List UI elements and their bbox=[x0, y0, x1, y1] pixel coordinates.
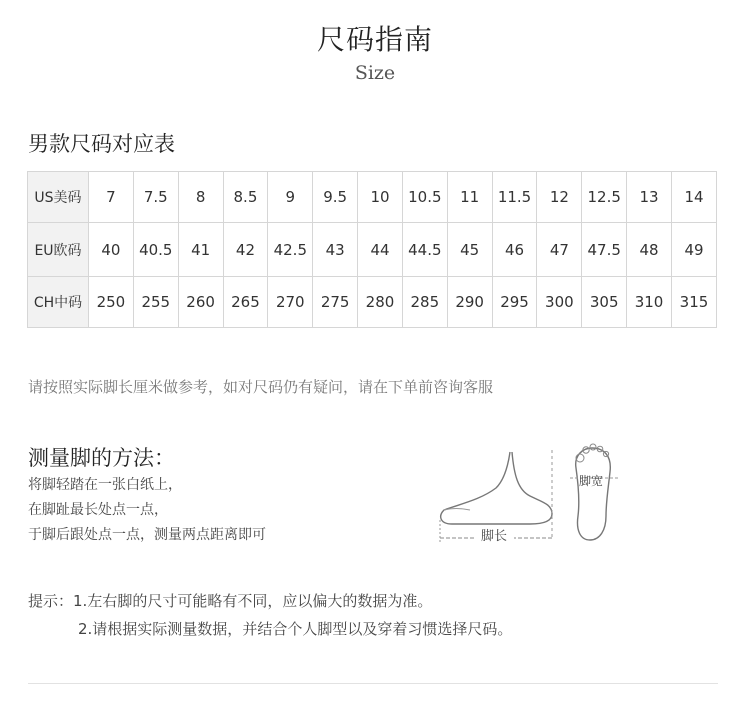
size-cell: 315 bbox=[671, 277, 716, 328]
size-row bbox=[28, 277, 717, 328]
size-cell: 13 bbox=[627, 172, 672, 223]
size-table-title: 男款尺码对应表 bbox=[28, 132, 175, 156]
method-step-3: 于脚后跟处点一点，测量两点距离即可 bbox=[28, 527, 266, 543]
size-cell: 290 bbox=[447, 277, 492, 328]
size-cell: 300 bbox=[537, 277, 582, 328]
size-cell: 295 bbox=[492, 277, 537, 328]
size-cell: 7 bbox=[89, 172, 134, 223]
size-cell: 275 bbox=[313, 277, 358, 328]
size-cell: 47 bbox=[537, 223, 582, 277]
size-table bbox=[27, 171, 717, 328]
size-row-label: CH中码 bbox=[28, 277, 89, 328]
method-step-1: 将脚轻踏在一张白纸上， bbox=[28, 477, 182, 493]
method-step-2: 在脚趾最长处点一点， bbox=[28, 502, 168, 518]
size-cell: 305 bbox=[582, 277, 627, 328]
size-cell: 9.5 bbox=[313, 172, 358, 223]
tip-item-1: 1.左右脚的尺寸可能略有不同，应以偏大的数据为准。 bbox=[73, 592, 433, 610]
size-cell: 265 bbox=[223, 277, 268, 328]
size-cell: 47.5 bbox=[582, 223, 627, 277]
size-cell: 310 bbox=[627, 277, 672, 328]
size-cell: 12 bbox=[537, 172, 582, 223]
page-subtitle: Size bbox=[354, 62, 396, 84]
size-cell: 49 bbox=[671, 223, 716, 277]
size-cell: 285 bbox=[402, 277, 447, 328]
size-cell: 40 bbox=[89, 223, 134, 277]
method-title: 测量脚的方法： bbox=[28, 446, 175, 470]
size-row-label: EU欧码 bbox=[28, 223, 89, 277]
size-cell: 42.5 bbox=[268, 223, 313, 277]
size-cell: 250 bbox=[89, 277, 134, 328]
foot-measurement-illustration bbox=[430, 430, 630, 550]
size-cell: 44.5 bbox=[402, 223, 447, 277]
size-row-label: US美码 bbox=[28, 172, 89, 223]
size-cell: 42 bbox=[223, 223, 268, 277]
size-cell: 12.5 bbox=[582, 172, 627, 223]
size-cell: 8 bbox=[178, 172, 223, 223]
tips bbox=[28, 590, 513, 638]
size-cell: 46 bbox=[492, 223, 537, 277]
size-cell: 10.5 bbox=[402, 172, 447, 223]
size-cell: 9 bbox=[268, 172, 313, 223]
size-cell: 8.5 bbox=[223, 172, 268, 223]
size-cell: 255 bbox=[133, 277, 178, 328]
size-cell: 45 bbox=[447, 223, 492, 277]
foot-side-toe bbox=[444, 509, 470, 511]
size-cell: 48 bbox=[627, 223, 672, 277]
size-cell: 14 bbox=[671, 172, 716, 223]
foot-length-label: 脚长 bbox=[480, 529, 508, 544]
size-cell: 40.5 bbox=[133, 223, 178, 277]
foot-width-label: 脚宽 bbox=[578, 474, 604, 488]
bottom-divider bbox=[28, 683, 718, 684]
page-title: 尺码指南 bbox=[316, 23, 433, 56]
size-cell: 270 bbox=[268, 277, 313, 328]
reference-note: 请按照实际脚长厘米做参考，如对尺码仍有疑问，请在下单前咨询客服 bbox=[28, 378, 494, 396]
size-cell: 43 bbox=[313, 223, 358, 277]
size-cell: 7.5 bbox=[133, 172, 178, 223]
size-cell: 44 bbox=[358, 223, 403, 277]
size-row bbox=[28, 223, 717, 277]
size-cell: 11.5 bbox=[492, 172, 537, 223]
toe-3 bbox=[590, 444, 596, 450]
size-row bbox=[28, 172, 717, 223]
size-cell: 41 bbox=[178, 223, 223, 277]
size-cell: 10 bbox=[358, 172, 403, 223]
size-cell: 11 bbox=[447, 172, 492, 223]
foot-side-outline bbox=[441, 452, 552, 524]
tip-item-2: 2.请根据实际测量数据，并结合个人脚型以及穿着习惯选择尺码。 bbox=[78, 620, 513, 638]
size-cell: 280 bbox=[358, 277, 403, 328]
tips-label: 提示： bbox=[28, 592, 74, 610]
size-cell: 260 bbox=[178, 277, 223, 328]
